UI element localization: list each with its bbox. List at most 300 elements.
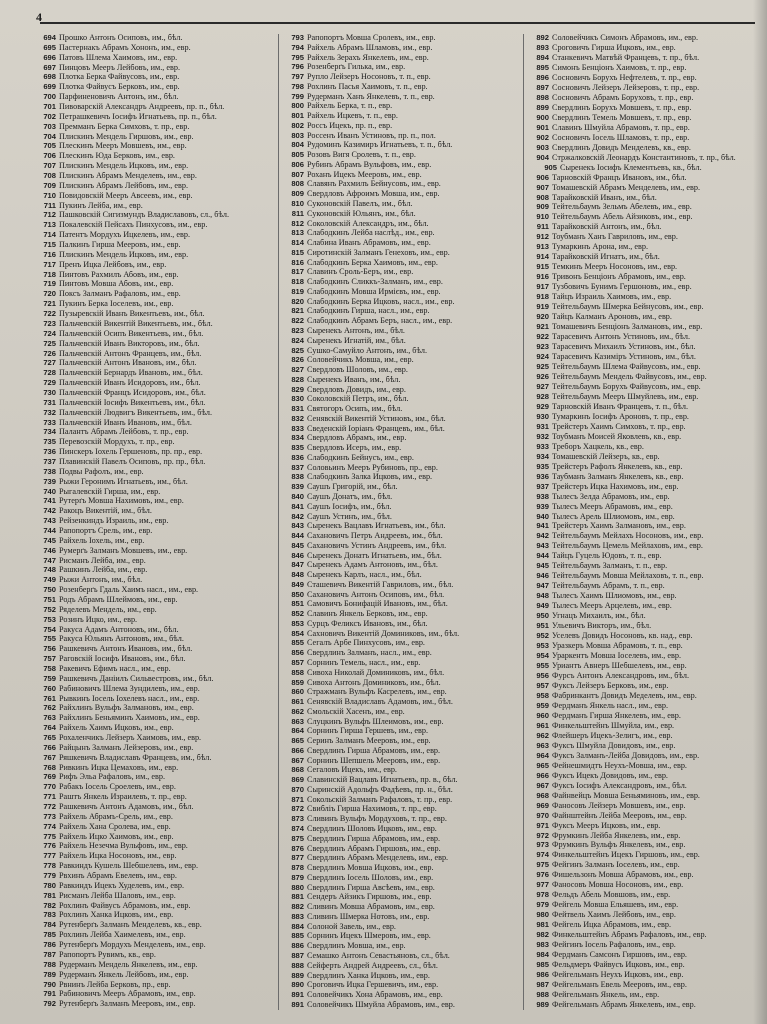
entry-number: 836 [291,453,304,462]
entry-number: 840 [291,492,304,501]
entry-number: 871 [291,795,304,804]
entry-text: Ракевичъ Ефимъ насл., им., евр. [59,665,171,673]
register-entry [34,152,270,160]
entry-text: Тарайковскій Игнатъ, им., бѣл. [552,253,660,262]
register-entry [282,942,518,950]
entry-text: Тейтельбаумъ Мовша Мейлаховъ, т. п., евр. [552,572,704,581]
register-entry [527,403,757,411]
entry-text: Райхлинъ Беньяминъ Хаимовъ, им., евр. [59,714,200,723]
register-entry [282,542,518,550]
entry-text: Фейнешмидтъ Неухъ-Мовша, им., евр. [552,761,687,770]
register-entry [282,864,518,872]
register-entry [282,415,518,423]
register-entry [282,669,518,677]
entry-text: Прошко Антонъ Осиповъ, им., бѣл. [59,34,183,42]
entry-number: 930 [536,412,549,421]
entry-text: Равкиндъ Ицекъ Худелевъ, им., евр. [59,881,185,890]
entry-number: 896 [536,73,549,82]
entry-number: 698 [43,73,56,82]
entry-text: Уриантъ Авнеръ Шебшелевъ, им., евр. [552,662,687,671]
register-entry [527,144,757,152]
entry-number: 914 [536,253,549,262]
entry-number: 833 [291,424,304,433]
entry-number: 985 [536,961,549,970]
register-entry [282,854,518,862]
entry-text: Файнвейцъ Мовша Беньяминовъ, им., евр. [552,791,700,800]
register-entry [527,841,757,849]
entry-text: Пукинъ Берка Іоселевъ, им., евр. [59,300,174,309]
entry-text: Сахновичъ Викентій Доминиковъ, им., бѣл. [307,629,460,638]
entry-text: Фрумкинъ Вульфъ Янкелевъ, им., евр. [552,841,686,850]
entry-number: 941 [536,522,549,531]
entry-number: 803 [291,131,304,140]
entry-number: 705 [43,142,56,151]
entry-number: 757 [43,655,56,664]
entry-number: 733 [43,418,56,427]
register-entry [527,353,757,361]
register-entry [527,393,757,401]
entry-number: 897 [536,83,549,92]
entry-number: 923 [536,343,549,352]
register-entry [282,83,518,91]
entry-text: Свердлинъ Залманъ, насл., им., евр. [307,649,432,658]
register-entry [527,722,757,730]
register-entry [527,74,757,82]
entry-text: Фаносовъ Мовша Носоновъ, им., евр. [552,881,684,890]
entry-number: 824 [291,336,304,345]
register-entry [34,399,270,407]
entry-text: Сенявскій Владиславъ Адамовъ, им., бѣл. [307,698,453,707]
register-entry [527,453,757,461]
register-entry [34,902,270,910]
entry-number: 852 [291,610,304,619]
entry-text: Сушко-Самуйло Антонъ, им., бѣл. [307,346,428,355]
entry-number: 951 [536,622,549,631]
entry-text: Пинтовъ Мовша Абовъ, им., евр. [59,280,174,289]
entry-text: Покалевскій Пейсахъ Пинхусовъ, им., евр. [59,221,208,230]
register-column-3 [527,34,757,1010]
register-entry [34,645,270,653]
entry-number: 818 [291,278,304,287]
entry-number: 920 [536,313,549,322]
entry-number: 915 [536,263,549,272]
register-entry [282,93,518,101]
entry-number: 758 [43,665,56,673]
entry-number: 728 [43,369,56,378]
register-entry [34,616,270,624]
register-entry [282,561,518,569]
entry-number: 843 [291,522,304,531]
register-entry [282,444,518,452]
entry-text: Плискинъ Абрамъ Менделевъ, им., евр. [59,172,197,181]
entry-number: 846 [291,551,304,560]
entry-text: Рашкевичъ Антонъ Адамовъ, им., бѣл. [59,803,194,812]
register-entry [34,83,270,91]
entry-number: 959 [536,701,549,710]
register-entry [34,842,270,850]
entry-number: 866 [291,746,304,755]
entry-number: 860 [291,688,304,697]
entry-number: 987 [536,981,549,990]
entry-number: 952 [536,632,549,641]
register-entry [34,64,270,72]
register-entry [282,239,518,247]
entry-number: 974 [536,851,549,860]
register-entry [527,572,757,580]
register-entry [527,154,757,162]
entry-text: Святогоръ Осипъ, им., бѣл. [307,405,403,414]
register-entry [527,134,757,142]
entry-number: 731 [43,398,56,407]
entry-number: 762 [43,704,56,713]
register-entry [527,64,757,72]
entry-number: 777 [43,852,56,861]
entry-number: 807 [291,170,304,179]
register-entry [282,610,518,618]
register-entry [527,991,757,999]
entry-number: 944 [536,552,549,561]
entry-number: 720 [43,290,56,299]
register-entry [282,278,518,286]
entry-text: Свердлинъ Гирша Абрамовъ, им., евр. [307,834,441,843]
register-entry [527,373,757,381]
entry-number: 926 [536,372,549,381]
entry-number: 792 [43,1000,56,1009]
entry-text: Райхель Ицкевъ, т. п., евр. [307,112,398,121]
entry-text: Фердманъ Янкель насл., им., евр. [552,701,669,710]
entry-number: 738 [43,467,56,476]
register-entry [527,253,757,261]
register-entry [282,63,518,71]
entry-number: 850 [291,590,304,599]
entry-text: Ракуса Юльянъ Антоновъ, им., бѣл. [59,635,184,644]
entry-number: 928 [536,392,549,401]
register-entry [282,327,518,335]
entry-text: Соловейчикъ Хона Абрамовъ, им., евр. [307,991,443,1000]
entry-number: 966 [536,771,549,780]
entry-number: 739 [43,477,56,486]
register-entry [527,194,757,202]
register-entry [282,952,518,960]
register-entry [34,803,270,811]
entry-number: 772 [43,803,56,812]
entry-text: Томашевскій Лейзеръ, кв., евр. [552,452,660,461]
entry-text: Свердлинъ Іосель Шоловъ, им., евр. [307,873,434,882]
entry-text: Пальчевскій Иванъ Ивановъ, им., бѣл. [59,418,192,427]
entry-text: Сыринскій Адольфъ Фадѣевъ, пр. н., бѣл. [307,785,453,794]
register-entry [34,182,270,190]
entry-number: 750 [43,586,56,595]
entry-number: 907 [536,183,549,192]
register-entry [527,114,757,122]
register-entry [527,642,757,650]
register-entry [34,941,270,949]
entry-number: 911 [536,223,549,232]
register-entry [527,602,757,610]
entry-number: 732 [43,408,56,417]
register-entry [282,796,518,804]
entry-number: 967 [536,781,549,790]
register-entry [282,464,518,472]
entry-text: Рашкевичъ Антонъ Ивановъ, им., бѣл. [59,645,193,654]
register-entry [34,852,270,860]
entry-number: 775 [43,832,56,841]
entry-number: 945 [536,562,549,571]
register-entry [34,448,270,456]
register-entry [282,298,518,306]
register-entry [527,104,757,112]
entry-text: Рутенберґъ Залманъ Менделевъ, кв., евр. [59,921,202,930]
entry-number: 955 [536,662,549,671]
register-entry [282,698,518,706]
entry-number: 834 [291,434,304,443]
register-entry [527,383,757,391]
register-entry [527,1001,757,1009]
register-entry [282,473,518,481]
register-entry [527,881,757,889]
entry-number: 924 [536,353,549,361]
entry-text: Фейгель Ицка Абрамовъ, им., евр. [552,921,672,930]
entry-number: 940 [536,512,549,521]
entry-text: Саушъ Устинъ, им., бѣл. [307,512,392,521]
entry-number: 968 [536,791,549,800]
register-entry [34,133,270,141]
entry-text: Финкельштейнъ Абрамъ Рафаловъ, им., евр. [552,931,707,940]
entry-number: 946 [536,572,549,581]
entry-text: Сокольскій Залманъ Рафаловъ, т. пр., евр. [307,795,453,804]
register-entry [282,493,518,501]
register-entry [527,562,757,570]
entry-number: 939 [536,502,549,511]
entry-text: Тоубманъ Моисей Яковлевъ, кв., евр. [552,432,682,441]
entry-text: Плескинъ Юда Берковъ, им., евр. [59,152,175,161]
register-entry [282,483,518,491]
entry-text: Патентъ Мордухъ Ицкелевъ, им., евр. [59,231,191,240]
header-rule [40,22,755,24]
entry-text: Рашкинъ Лейба, им., евр. [59,566,148,575]
entry-text: Сахановичъ Антонъ Осиповъ, им., бѣл. [307,590,445,599]
entry-number: 741 [43,497,56,506]
entry-number: 817 [291,268,304,277]
entry-text: Финкельштейнъ Шмуйла, им., евр. [552,721,675,730]
entry-text: Свердлинъ Ханка Ицковъ, им., евр. [307,971,430,980]
entry-number: 878 [291,864,304,873]
register-entry [34,626,270,634]
entry-number: 868 [291,766,304,775]
entry-text: Слабодкинъ Мовша Ирмієвъ, им., евр. [307,287,441,296]
entry-text: Фейгинъ Іосель Рафаловъ, им., евр. [552,941,676,950]
entry-text: Сенявскій Викентій Устиновъ, им., бѣл. [307,414,446,423]
entry-number: 768 [43,763,56,772]
register-entry [282,639,518,647]
entry-text: Томашевскій Абрамъ Менделевъ, им., евр. [552,183,701,192]
register-entry [527,702,757,710]
entry-text: Райхель Зерахъ Янкелевъ, им., евр. [307,53,429,62]
register-entry [34,300,270,308]
entry-text: Фейгельманъ Янкель, им., евр. [552,991,660,999]
entry-number: 873 [291,815,304,824]
entry-text: Соловейчикъ Шмуйла Абрамовъ, им., евр. [307,1000,455,1009]
entry-text: Пинцовъ Мееръ Лейбовъ, им., евр. [59,63,181,72]
register-entry [34,833,270,841]
entry-number: 890 [291,981,304,990]
register-entry [34,911,270,919]
entry-text: Рутенберґъ Залманъ Мееровъ, им., евр. [59,1000,196,1009]
entry-number: 867 [291,756,304,765]
entry-text: Слабодкинъ Лейба наслѣд., им., евр. [307,229,435,238]
register-entry [34,990,270,998]
entry-text: Пальчевскій Антонъ Францевъ, им., бѣл. [59,349,202,358]
entry-text: Серинъ Залманъ Мееровъ, им., евр. [307,737,431,746]
entry-number: 849 [291,580,304,589]
register-entry [282,913,518,921]
entry-text: Патовъ Шлема Хаимовъ, им., евр. [59,53,178,62]
entry-number: 723 [43,319,56,328]
entry-text: Тарайковскій Антонъ, им., бѣл. [552,223,662,232]
entry-number: 925 [536,362,549,371]
entry-number: 702 [43,112,56,121]
entry-number: 715 [43,241,56,250]
entry-number: 714 [43,231,56,240]
entry-text: Слабодкинъ Бейнусъ, им., евр. [307,453,414,462]
register-entry [527,742,757,750]
entry-number: 839 [291,483,304,492]
register-entry [527,871,757,879]
register-entry [282,229,518,237]
entry-number: 825 [291,346,304,355]
register-entry [527,94,757,102]
entry-number: 740 [43,487,56,496]
register-entry [282,737,518,745]
entry-number: 905 [544,163,557,172]
entry-number: 980 [536,911,549,920]
entry-text: Тейтельбаумъ Шмерка Бейнусовъ, им., евр. [552,303,704,312]
entry-number: 787 [43,950,56,959]
entry-text: Сыренекъ Адамъ Антоновъ, им., бѣл. [307,561,438,570]
entry-text: Рабиновичъ Шлема Зундилевъ, им., евр. [59,684,200,693]
register-entry [282,874,518,882]
entry-text: Раштъ Янкель Израилевъ, т. пр., евр. [59,793,187,802]
entry-text: Фуксъ Мееръ Ицковъ, им., евр. [552,821,661,830]
entry-text: Свердлинъ Мовша Ицковъ, им., евр. [307,864,434,873]
register-entry [282,532,518,540]
entry-number: 855 [291,639,304,648]
register-entry [34,162,270,170]
register-entry [282,893,518,901]
entry-number: 956 [536,672,549,680]
entry-text: Тарасевичъ Михаилъ Устиновъ, им., бѣл. [552,343,696,352]
register-entry [282,786,518,794]
entry-number: 933 [536,442,549,451]
register-entry [527,931,757,939]
entry-number: 917 [536,283,549,292]
entry-number: 885 [291,932,304,941]
register-entry [34,635,270,643]
register-entry [527,323,757,331]
register-entry [527,223,757,231]
register-entry [34,202,270,210]
register-entry [282,200,518,208]
register-entry [34,557,270,565]
entry-number: 804 [291,141,304,150]
entry-text: Свердлинъ Абрамъ Гиршовъ, им., евр. [307,844,441,853]
register-entry [527,822,757,830]
register-entry [527,483,757,491]
entry-number: 965 [536,761,549,770]
entry-number: 823 [291,326,304,335]
entry-number: 716 [43,250,56,259]
entry-text: Славинъ Янкель Берковъ, им., евр. [307,610,428,619]
register-entry [34,714,270,722]
entry-text: Тарновскій Францъ Ивановъ, им., бѣл. [552,173,687,182]
register-entry [282,180,518,188]
register-entry [527,762,757,770]
entry-number: 858 [291,668,304,677]
entry-number: 769 [43,773,56,782]
entry-text: Саушъ Григорій, им., бѣл. [307,483,398,492]
register-entry [34,764,270,772]
entry-text: Сливинъ Мовша Абрамовъ, им., евр. [307,903,435,912]
register-entry [527,513,757,521]
register-entry [34,606,270,614]
entry-number: 781 [43,891,56,900]
entry-text: Пренъ Ицка Лейбовъ, им., евр. [59,260,167,269]
entry-number: 978 [536,891,549,900]
register-entry [527,732,757,740]
register-entry [282,923,518,931]
entry-number: 749 [43,576,56,585]
register-entry [282,845,518,853]
register-entry [527,692,757,700]
entry-number: 743 [43,517,56,526]
register-entry [34,478,270,486]
register-entry [34,921,270,929]
entry-text: Соколовскій Петръ, им., бѣл. [307,395,409,404]
entry-text: Равкиндъ Кушель Шебшелевъ, им., евр. [59,862,199,871]
entry-text: Сахановичъ Устинъ Андреевъ, им., бѣл. [307,541,447,550]
entry-number: 786 [43,941,56,950]
entry-number: 835 [291,444,304,453]
entry-number: 694 [43,34,56,42]
entry-number: 779 [43,872,56,881]
entry-text: Пинскеръ Іохель Гершеновъ, пр. пр., евр. [59,448,203,457]
register-entry [527,363,757,371]
entry-text: Соловьинъ Мееръ Рубиновъ, пр., евр. [307,463,438,472]
entry-text: Рыгалевскій Гирша, им., евр. [59,487,161,496]
entry-number: 899 [536,103,549,112]
register-entry [527,971,757,979]
entry-text: Рохлинъ Ханка Ицковъ, им., евр. [59,911,174,920]
register-entry [282,835,518,843]
entry-text: Суконовскій Павелъ, им., бѣл. [307,200,413,209]
entry-number: 770 [43,783,56,792]
entry-number: 708 [43,172,56,181]
entry-text: Файнштейнъ Лейба Мееровъ, им., евр. [552,811,687,820]
register-entry [282,73,518,81]
register-entry [282,102,518,110]
entry-text: Фурсъ Антонъ Александровъ, им., бѣл. [552,672,690,680]
entry-number: 811 [291,209,304,218]
register-entry [282,727,518,735]
entry-number: 734 [43,428,56,437]
entry-text: Слабодкинъ Берка Ицковъ, насл., им., евр. [307,297,455,306]
entry-text: Роханъ Ицекъ Мееровъ, им., евр. [307,170,422,179]
register-entry [527,473,757,481]
entry-number: 864 [291,727,304,736]
entry-number: 796 [291,63,304,72]
register-entry [527,802,757,810]
entry-number: 751 [43,595,56,604]
